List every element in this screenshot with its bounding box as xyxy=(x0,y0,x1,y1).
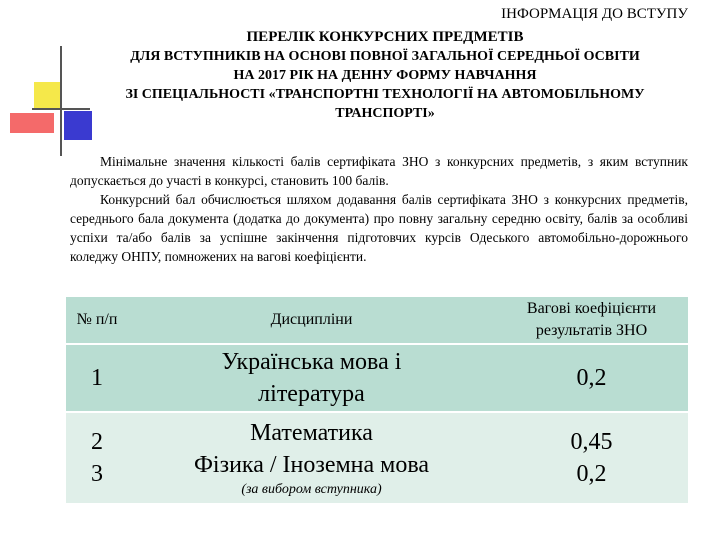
row-coefficients xyxy=(495,412,688,503)
row-num: 3 xyxy=(91,461,103,487)
header-discipline: Дисципліни xyxy=(128,297,495,344)
title-line-5: ТРАНСПОРТІ» xyxy=(335,106,435,121)
title-line-3: НА 2017 РІК НА ДЕННУ ФОРМУ НАВЧАННЯ xyxy=(233,68,537,83)
decor-red-rect xyxy=(10,113,54,133)
title-line-4: ЗІ СПЕЦІАЛЬНОСТІ «ТРАНСПОРТНІ ТЕХНОЛОГІЇ НА АВТОМОБІЛЬНОМУ xyxy=(125,87,645,102)
header-num: № п/п xyxy=(66,297,128,344)
header-label: ІНФОРМАЦІЯ ДО ВСТУПУ xyxy=(501,6,688,22)
table-row-group xyxy=(66,412,688,503)
discipline-note: (за вибором вступника) xyxy=(241,482,382,497)
paragraph-competitive-score: Конкурсний бал обчислюється шляхом додавання балів сертифіката ЗНО з конкурсних предметів, середнього бала документа (додатка до документа) про повну загальну середню освіту, балів за особливі успіхи та/або балів за успішне закінчення підготовчих курсів Одеського автомобільно-дорожнього коледжу ОНПУ, помножених на вагові коефіцієнти. xyxy=(70,192,688,264)
row-nums xyxy=(66,412,128,503)
row-discipline: Математика xyxy=(250,420,373,446)
header-coefficient xyxy=(495,297,688,344)
table-row xyxy=(66,344,688,412)
row-num: 1 xyxy=(66,344,128,412)
table-header-row xyxy=(66,297,688,344)
row-discipline xyxy=(128,344,495,412)
paragraph-min-score: Мінімальне значення кількості балів сертифіката ЗНО з конкурсних предметів, з яким вступник допускається до участі в конкурсі, становить 100 балів. xyxy=(70,154,688,188)
description xyxy=(70,152,688,266)
row-disciplines xyxy=(128,412,495,503)
header-coefficient-line-2: результатів ЗНО xyxy=(535,322,648,339)
decor-yellow-square xyxy=(34,82,60,110)
row-num: 2 xyxy=(91,429,103,455)
header-coefficient-line-1: Вагові коефіцієнти xyxy=(526,300,657,317)
discipline-line-1: Українська мова і xyxy=(221,349,402,375)
row-discipline: Фізика / Іноземна мова xyxy=(193,452,430,478)
discipline-line-2: література xyxy=(258,381,365,407)
page-title xyxy=(60,28,710,123)
title-line-1: ПЕРЕЛІК КОНКУРСНИХ ПРЕДМЕТІВ xyxy=(246,29,524,45)
row-coefficient: 0,2 xyxy=(576,461,607,487)
row-coefficient: 0,45 xyxy=(570,429,613,455)
row-coefficient: 0,2 xyxy=(495,344,688,412)
title-line-2: ДЛЯ ВСТУПНИКІВ НА ОСНОВІ ПОВНОЇ ЗАГАЛЬНОЇ СЕРЕДНЬОЇ ОСВІТИ xyxy=(130,49,640,64)
subjects-table xyxy=(66,297,688,503)
